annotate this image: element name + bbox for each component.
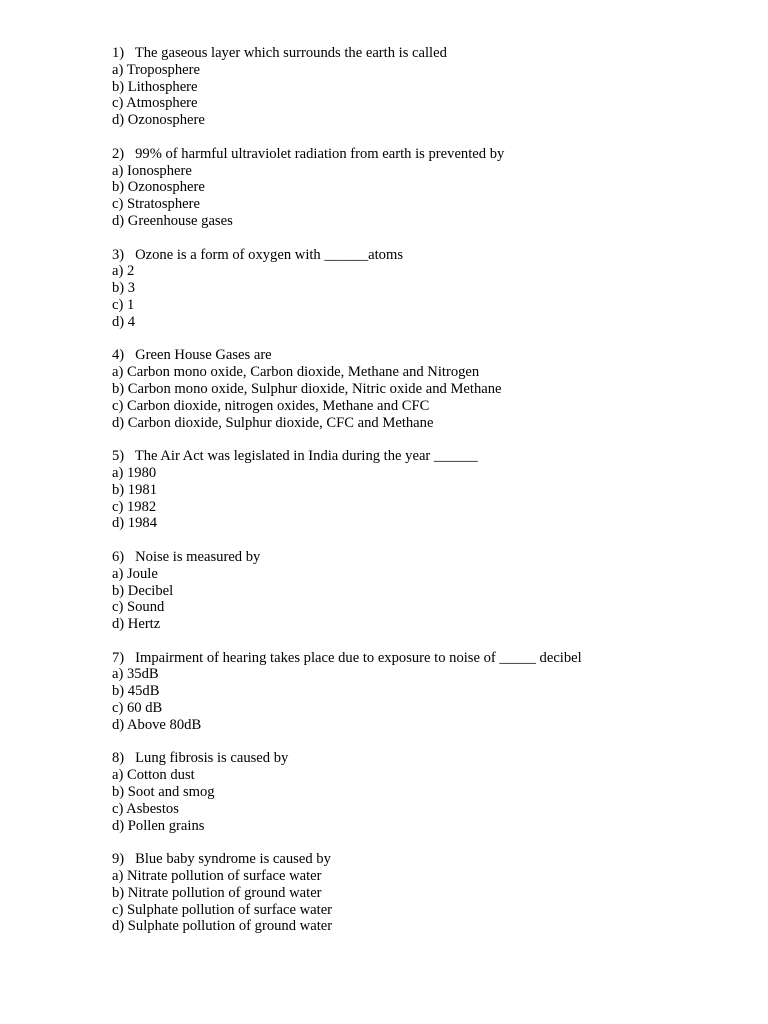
option-d: d) Sulphate pollution of ground water <box>112 918 333 935</box>
option-b: b) 1981 <box>112 481 157 498</box>
option-a: a) 35dB <box>112 666 159 683</box>
question-7 <box>112 650 732 734</box>
option-d: d) Ozonosphere <box>112 112 205 129</box>
option-a: a) Joule <box>112 565 158 582</box>
option-a: a) 2 <box>112 263 135 280</box>
question-6 <box>112 549 732 633</box>
option-d: d) 1984 <box>112 515 157 532</box>
question-4 <box>112 347 732 431</box>
option-b: b) Soot and smog <box>112 784 215 801</box>
option-d: d) Pollen grains <box>112 817 205 834</box>
option-a: a) 1980 <box>112 464 157 481</box>
document-page <box>112 45 732 952</box>
question-stem: 5) The Air Act was legislated in India during the year ______ <box>112 448 478 465</box>
question-stem: 2) 99% of harmful ultraviolet radiation from earth is prevented by <box>112 145 505 162</box>
question-stem: 1) The gaseous layer which surrounds the earth is called <box>112 45 447 61</box>
question-stem: 4) Green House Gases are <box>112 347 272 364</box>
option-c: c) 60 dB <box>112 700 163 717</box>
option-b: b) 45dB <box>112 683 160 700</box>
question-stem: 8) Lung fibrosis is caused by <box>112 750 289 767</box>
option-b: b) Carbon mono oxide, Sulphur dioxide, Nitric oxide and Methane <box>112 380 502 397</box>
option-a: a) Ionosphere <box>112 162 192 179</box>
question-1 <box>112 45 732 129</box>
question-3 <box>112 247 732 331</box>
question-9 <box>112 851 732 935</box>
option-d: d) Hertz <box>112 616 161 633</box>
question-stem: 7) Impairment of hearing takes place due to exposure to noise of _____ decibel <box>112 649 582 666</box>
question-stem: 3) Ozone is a form of oxygen with ______atoms <box>112 246 404 263</box>
option-c: c) Asbestos <box>112 800 179 817</box>
option-b: b) Lithosphere <box>112 78 198 95</box>
question-stem: 6) Noise is measured by <box>112 548 261 565</box>
question-5 <box>112 448 732 532</box>
option-a: a) Nitrate pollution of surface water <box>112 868 322 885</box>
option-d: d) Above 80dB <box>112 716 202 733</box>
option-b: b) Nitrate pollution of ground water <box>112 884 322 901</box>
option-b: b) 3 <box>112 280 136 297</box>
option-a: a) Cotton dust <box>112 767 195 784</box>
question-stem: 9) Blue baby syndrome is caused by <box>112 851 331 868</box>
option-c: c) 1982 <box>112 498 157 515</box>
option-b: b) Ozonosphere <box>112 179 205 196</box>
option-b: b) Decibel <box>112 582 174 599</box>
option-c: c) Stratosphere <box>112 196 200 213</box>
option-c: c) 1 <box>112 296 135 313</box>
option-c: c) Atmosphere <box>112 95 198 112</box>
question-8 <box>112 750 732 834</box>
option-d: d) Carbon dioxide, Sulphur dioxide, CFC and Methane <box>112 414 434 431</box>
option-d: d) 4 <box>112 313 136 330</box>
option-a: a) Troposphere <box>112 61 200 78</box>
option-a: a) Carbon mono oxide, Carbon dioxide, Methane and Nitrogen <box>112 364 480 381</box>
option-c: c) Sound <box>112 599 165 616</box>
option-d: d) Greenhouse gases <box>112 212 233 229</box>
option-c: c) Carbon dioxide, nitrogen oxides, Methane and CFC <box>112 397 430 414</box>
option-c: c) Sulphate pollution of surface water <box>112 901 333 918</box>
question-2 <box>112 146 732 230</box>
